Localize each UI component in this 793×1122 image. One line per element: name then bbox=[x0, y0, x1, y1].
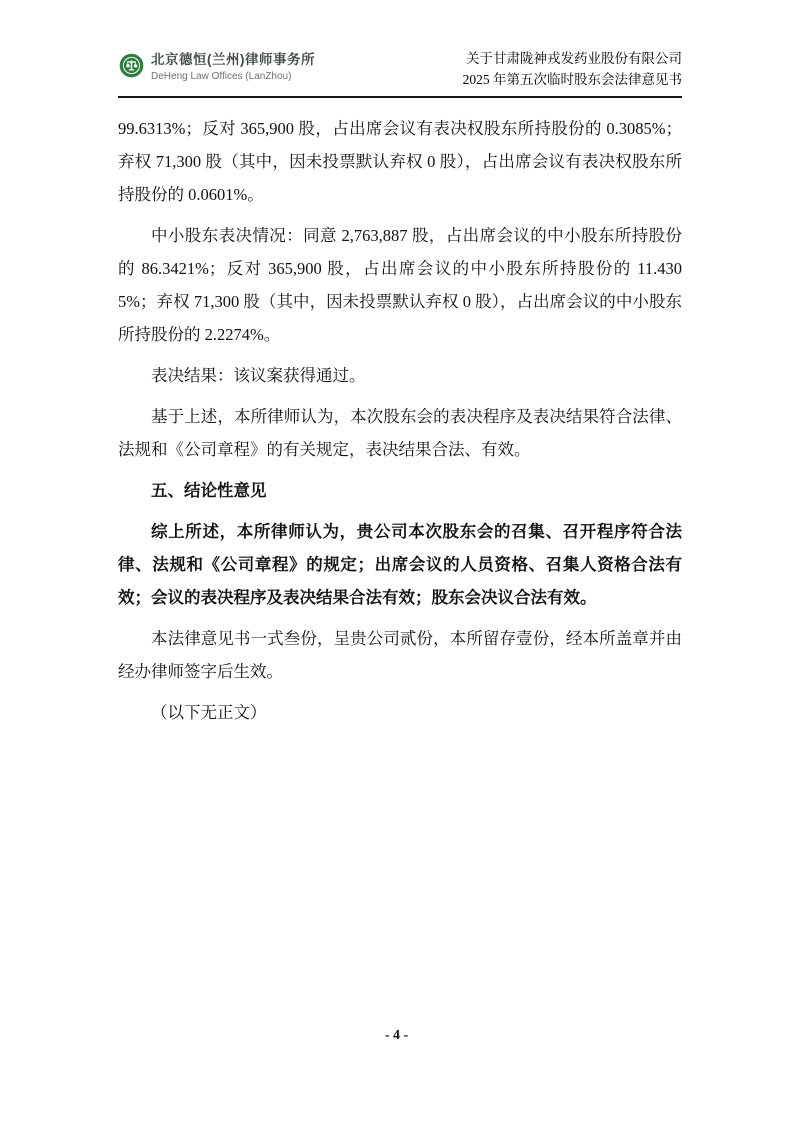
deheng-logo-icon bbox=[118, 52, 145, 79]
page-content bbox=[118, 48, 682, 737]
page-number: - 4 - bbox=[384, 1028, 409, 1043]
body-paragraph-continuation: 99.6313%；反对 365,900 股，占出席会议有表决权股东所持股份的 0.3085%；弃权 71,300 股（其中，因未投票默认弃权 0 股），占出席会议有表决权股东所持股份的 0.0601%。 bbox=[118, 119, 682, 204]
header-divider bbox=[118, 96, 682, 98]
body-paragraph-lawyer-opinion: 基于上述，本所律师认为，本次股东会的表决程序及表决结果符合法律、法规和《公司章程》的有关规定，表决结果合法、有效。 bbox=[118, 407, 682, 459]
law-firm-block bbox=[118, 48, 315, 83]
body-paragraph-vote-result: 表决结果：该议案获得通过。 bbox=[151, 366, 366, 385]
body-paragraph-conclusion: 综上所述，本所律师认为，贵公司本次股东会的召集、召开程序符合法律、法规和《公司章程》的规定；出席会议的人员资格、召集人资格合法有效；会议的表决程序及表决结果合法有效；股东会决议合法有效。 bbox=[118, 522, 682, 607]
page-header bbox=[118, 48, 682, 90]
body-paragraph-copies: 本法律意见书一式叁份，呈贵公司贰份，本所留存壹份，经本所盖章并由经办律师签字后生效。 bbox=[118, 629, 682, 681]
section-heading-conclusion: 五、结论性意见 bbox=[151, 481, 267, 500]
document-title-block bbox=[463, 48, 682, 90]
law-firm-name-chinese: 北京德恒(兰州)律师事务所 bbox=[151, 52, 315, 67]
body-paragraph-no-more-text: （以下无正文） bbox=[151, 703, 267, 722]
body-paragraph-minority-vote: 中小股东表决情况：同意 2,763,887 股，占出席会议的中小股东所持股份的 86.3421%；反对 365,900 股，占出席会议的中小股东所持股份的 11.4305%；弃权 71,300 股（其中，因未投票默认弃权 0 股），占出席会议的中小股东所持股份的 2.2274%。 bbox=[118, 226, 682, 344]
document-body bbox=[118, 112, 682, 729]
document-title-line2: 2025 年第五次临时股东会法律意见书 bbox=[462, 72, 682, 87]
law-firm-names bbox=[151, 52, 315, 83]
document-title-line1: 关于甘肃陇神戎发药业股份有限公司 bbox=[466, 51, 682, 66]
law-firm-name-english: DeHeng Law Offices (LanZhou) bbox=[151, 71, 292, 82]
